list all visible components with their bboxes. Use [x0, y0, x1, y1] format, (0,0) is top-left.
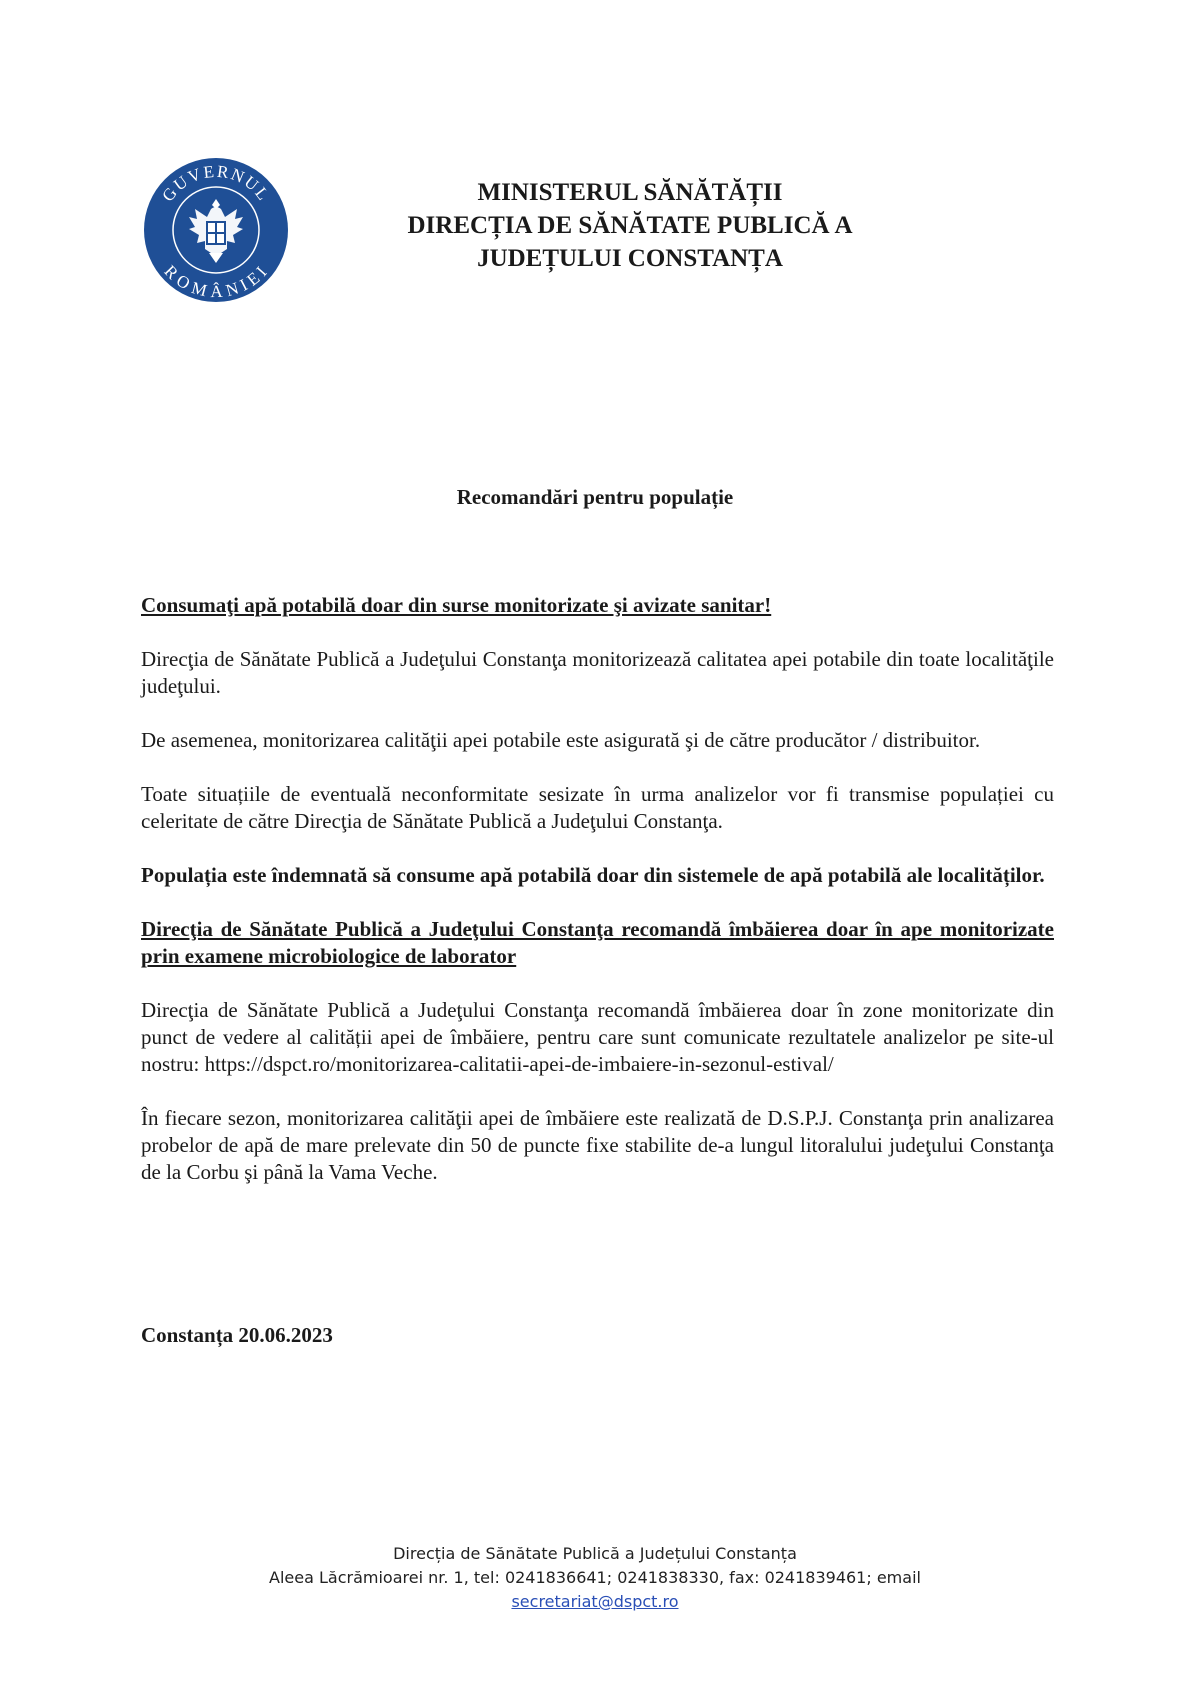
page-footer: [0, 1542, 1190, 1614]
paragraph: Toate situațiile de eventuală neconformitate sesizate în urma analizelor vor fi transmise populației cu celeritate de către Direcţia de Sănătate Publică a Judeţului Constanţa.: [141, 782, 1054, 833]
section-heading-bathing-water: Direcţia de Sănătate Publică a Judeţului Constanţa recomandă îmbăierea doar în ape monitorizate prin examene microbiologice de laborator: [141, 917, 1054, 968]
seal-top-text: GUVERNUL: [158, 161, 274, 206]
footer-institution: Direcția de Sănătate Publică a Județului Constanța: [393, 1544, 797, 1563]
document-date: Constanța 20.06.2023: [141, 1323, 333, 1347]
paragraph: În fiecare sezon, monitorizarea calităţii apei de îmbăiere este realizată de D.S.P.J. Constanţa prin analizarea probelor de apă de mare prelevate din 50 de puncte fixe stabilite de-a lungul litoralului judeţului Constanţa de la Corbu şi până la Vama Veche.: [141, 1106, 1054, 1184]
guvernul-romaniei-seal: [143, 157, 289, 303]
paragraph: De asemenea, monitorizarea calităţii apei potabile este asigurată şi de către producător / distribuitor.: [141, 728, 981, 752]
document-subtitle: Recomandări pentru populație: [456, 485, 734, 509]
paragraph: Direcţia de Sănătate Publică a Judeţului Constanţa monitorizează calitatea apei potabile din toate localităţile judeţului.: [141, 647, 1054, 698]
footer-address: Aleea Lăcrămioarei nr. 1, tel: 0241836641; 0241838330, fax: 0241839461; email: [269, 1568, 921, 1587]
footer-email-link[interactable]: secretariat@dspct.ro: [511, 1592, 679, 1611]
ministry-title: MINISTERUL SĂNĂTĂȚII: [477, 179, 783, 206]
county-title: JUDEȚULUI CONSTANȚA: [477, 245, 783, 272]
paragraph: Direcţia de Sănătate Publică a Judeţului Constanţa recomandă îmbăierea doar în zone monitorizate din punct de vedere al calității apei de îmbăiere, pentru care sunt comunicate rezultatele analizelor pe site-ul nostru: https://dspct.ro/monitorizarea-calitatii-apei-de-imbaiere-in-sezonul-estival/: [141, 998, 1054, 1076]
seal-bottom-text: ROMÂNIEI: [160, 261, 272, 302]
section-heading-drinking-water: Consumaţi apă potabilă doar din surse monitorizate şi avizate sanitar!: [141, 593, 772, 617]
document-body: [141, 592, 1054, 1186]
directorate-title: DIRECȚIA DE SĂNĂTATE PUBLICĂ A: [407, 212, 853, 239]
document-header: [360, 176, 900, 275]
paragraph-emphasis: Populația este îndemnată să consume apă potabilă doar din sistemele de apă potabilă ale localităților.: [141, 863, 1045, 887]
